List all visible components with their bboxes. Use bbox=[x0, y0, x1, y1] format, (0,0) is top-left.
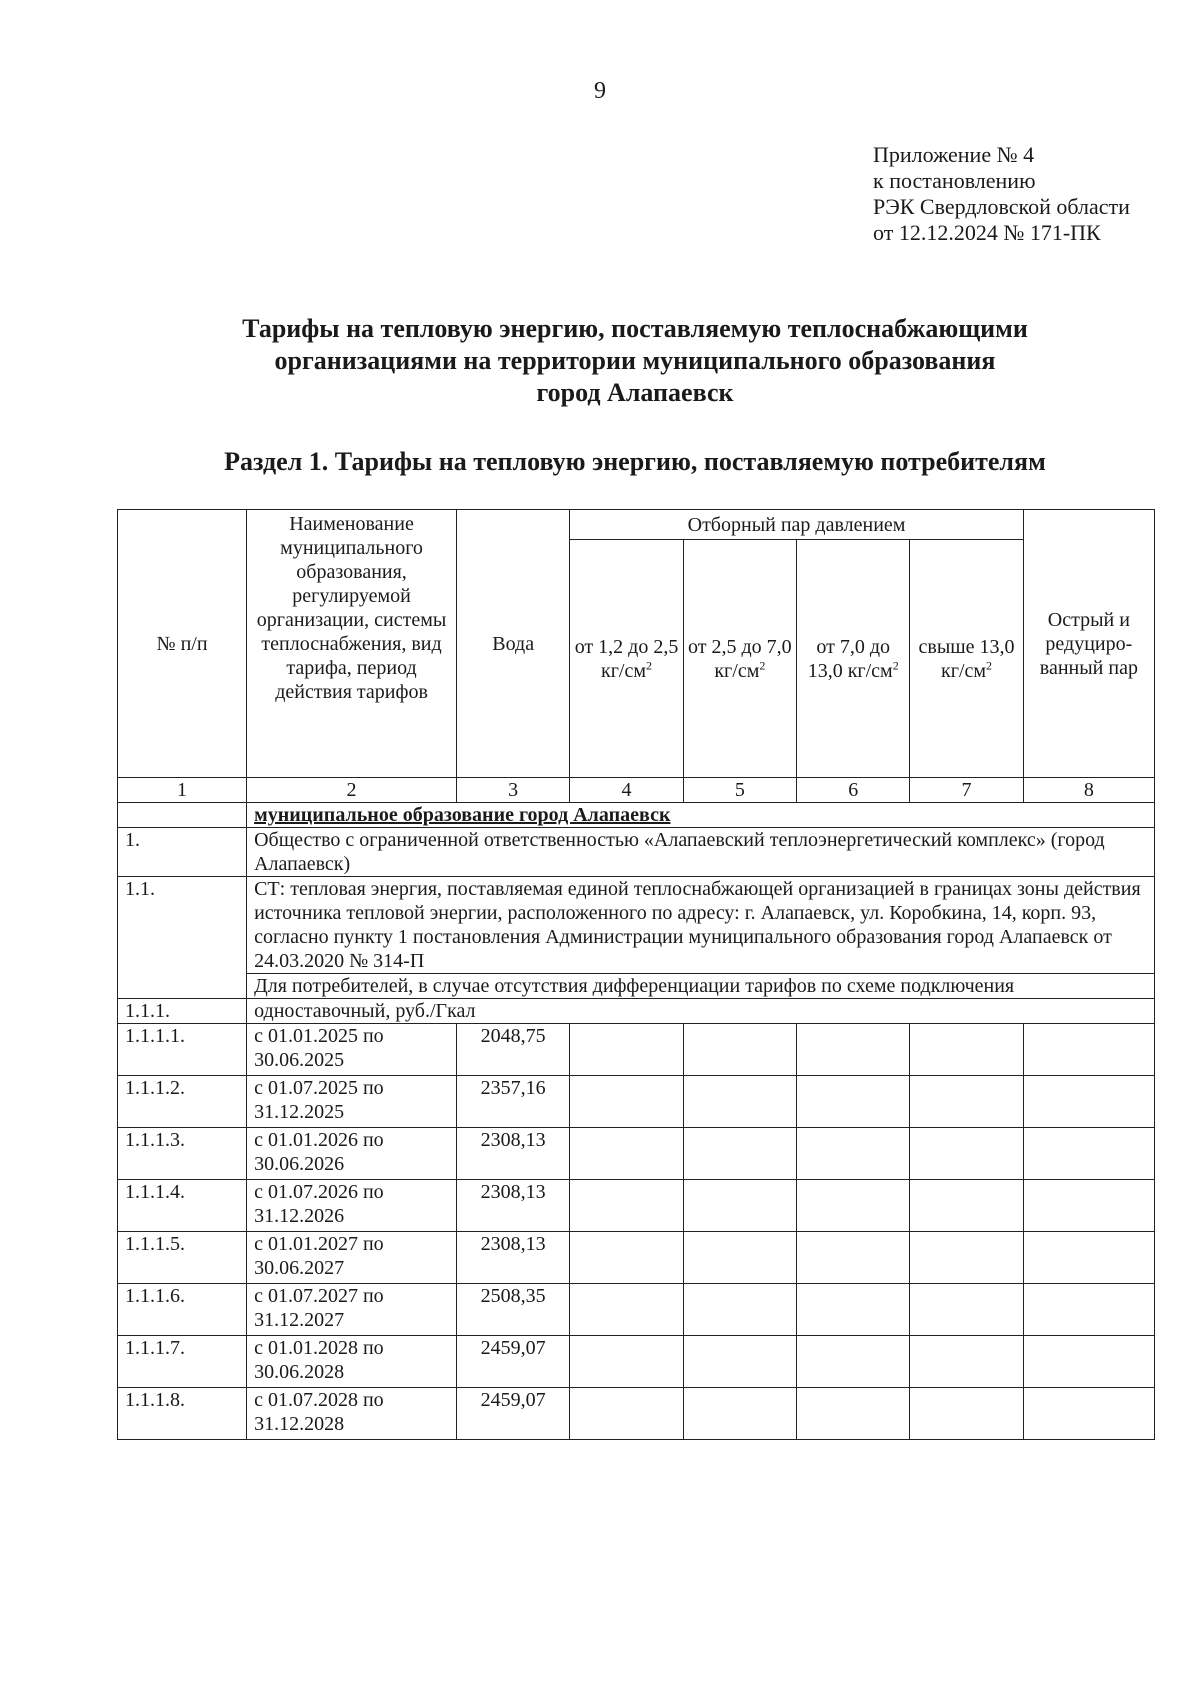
empty-cell bbox=[797, 1180, 910, 1232]
row-number: 1.1.1.3. bbox=[118, 1128, 247, 1180]
empty-cell bbox=[1023, 1388, 1154, 1440]
header-name: Наименование муниципального образования, регулируемой организации, системы теплоснабжения, вид тарифа, период действия тарифов bbox=[247, 510, 457, 778]
empty-cell bbox=[570, 1284, 683, 1336]
empty-cell bbox=[1023, 1076, 1154, 1128]
empty-cell bbox=[570, 1076, 683, 1128]
column-number: 4 bbox=[570, 778, 683, 803]
column-number: 7 bbox=[910, 778, 1023, 803]
period-cell: с 01.07.2027 по 31.12.2027 bbox=[247, 1284, 457, 1336]
header-pressure-4-text: свыше 13,0 кг/см bbox=[918, 635, 1015, 682]
header-pressure-3-text: от 7,0 до 13,0 кг/см bbox=[807, 635, 893, 682]
water-tariff: 2357,16 bbox=[457, 1076, 570, 1128]
period-cell: с 01.01.2028 по 30.06.2028 bbox=[247, 1336, 457, 1388]
header-pressure-2-text: от 2,5 до 7,0 кг/см bbox=[688, 635, 792, 682]
column-number-row bbox=[118, 778, 1155, 803]
empty-cell bbox=[570, 1336, 683, 1388]
empty-cell bbox=[910, 1284, 1023, 1336]
empty-cell bbox=[797, 1076, 910, 1128]
water-tariff: 2308,13 bbox=[457, 1180, 570, 1232]
empty-cell bbox=[1023, 1128, 1154, 1180]
superscript: 2 bbox=[759, 657, 766, 672]
rate-type: одноставочный, руб./Гкал bbox=[247, 999, 1155, 1024]
tariff-row bbox=[118, 1076, 1155, 1128]
title-line: Тарифы на тепловую энергию, поставляемую теплоснабжающими bbox=[242, 314, 1028, 343]
superscript: 2 bbox=[646, 657, 653, 672]
empty-cell bbox=[1023, 1336, 1154, 1388]
empty-cell bbox=[683, 1024, 796, 1076]
empty-cell bbox=[570, 1128, 683, 1180]
period-cell: с 01.07.2026 по 31.12.2026 bbox=[247, 1180, 457, 1232]
title-line: организациями на территории муниципального образования bbox=[274, 346, 996, 375]
empty-cell bbox=[1023, 1284, 1154, 1336]
empty-cell bbox=[910, 1232, 1023, 1284]
section-title: Раздел 1. Тарифы на тепловую энергию, поставляемую потребителям bbox=[224, 447, 1046, 476]
row-number: 1.1.1.6. bbox=[118, 1284, 247, 1336]
empty-cell bbox=[683, 1284, 796, 1336]
empty-cell bbox=[1023, 1024, 1154, 1076]
empty-cell bbox=[683, 1388, 796, 1440]
header-steam-group: Отборный пар давлением bbox=[570, 510, 1023, 540]
tariff-row bbox=[118, 1284, 1155, 1336]
tariff-row bbox=[118, 1024, 1155, 1076]
period-cell: с 01.01.2026 по 30.06.2026 bbox=[247, 1128, 457, 1180]
consumers-row bbox=[118, 974, 1155, 999]
period-cell: с 01.01.2025 по 30.06.2025 bbox=[247, 1024, 457, 1076]
empty-cell bbox=[797, 1284, 910, 1336]
page-number: 9 bbox=[594, 78, 606, 104]
superscript: 2 bbox=[892, 657, 899, 672]
organization-name: Общество с ограниченной ответственностью «Алапаевский теплоэнергетический комплекс» (город Алапаевск) bbox=[247, 828, 1155, 877]
tariff-row bbox=[118, 1232, 1155, 1284]
header-sharp-steam: Острый и редуциро-ванный пар bbox=[1023, 510, 1154, 778]
empty-cell bbox=[797, 1388, 910, 1440]
header-pressure-4 bbox=[910, 540, 1023, 778]
consumers-description: Для потребителей, в случае отсутствия дифференциации тарифов по схеме подключения bbox=[247, 974, 1155, 999]
tariff-row bbox=[118, 1128, 1155, 1180]
period-cell: с 01.07.2025 по 31.12.2025 bbox=[247, 1076, 457, 1128]
tariff-table bbox=[117, 509, 1155, 1440]
superscript: 2 bbox=[986, 657, 993, 672]
empty-cell bbox=[683, 1128, 796, 1180]
period-cell: с 01.01.2027 по 30.06.2027 bbox=[247, 1232, 457, 1284]
header-pressure-1-text: от 1,2 до 2,5 кг/см bbox=[574, 635, 679, 682]
empty-cell bbox=[910, 1388, 1023, 1440]
rate-type-row bbox=[118, 999, 1155, 1024]
tariff-row bbox=[118, 1180, 1155, 1232]
empty-cell bbox=[683, 1180, 796, 1232]
row-number: 1.1.1.5. bbox=[118, 1232, 247, 1284]
empty-cell bbox=[910, 1076, 1023, 1128]
empty-cell bbox=[683, 1232, 796, 1284]
row-number: 1.1.1.2. bbox=[118, 1076, 247, 1128]
header-pressure-3 bbox=[797, 540, 910, 778]
empty-cell bbox=[570, 1388, 683, 1440]
municipality-row bbox=[118, 803, 1155, 828]
row-number: 1. bbox=[118, 828, 247, 877]
row-number: 1.1.1.1. bbox=[118, 1024, 247, 1076]
header-num: № п/п bbox=[118, 510, 247, 778]
water-tariff: 2459,07 bbox=[457, 1388, 570, 1440]
header-water: Вода bbox=[457, 510, 570, 778]
empty-cell bbox=[910, 1128, 1023, 1180]
column-number: 1 bbox=[118, 778, 247, 803]
empty-cell bbox=[683, 1076, 796, 1128]
document-title bbox=[100, 313, 1170, 409]
empty-cell bbox=[570, 1024, 683, 1076]
water-tariff: 2508,35 bbox=[457, 1284, 570, 1336]
empty-cell bbox=[797, 1336, 910, 1388]
appendix-block bbox=[873, 142, 1130, 246]
water-tariff: 2048,75 bbox=[457, 1024, 570, 1076]
empty-cell bbox=[910, 1336, 1023, 1388]
appendix-line: к постановлению bbox=[873, 168, 1036, 193]
tariff-row bbox=[118, 1388, 1155, 1440]
empty-cell bbox=[910, 1180, 1023, 1232]
empty-cell bbox=[683, 1336, 796, 1388]
tariff-row bbox=[118, 1336, 1155, 1388]
period-cell: с 01.07.2028 по 31.12.2028 bbox=[247, 1388, 457, 1440]
column-number: 5 bbox=[683, 778, 796, 803]
header-pressure-1 bbox=[570, 540, 683, 778]
system-row bbox=[118, 877, 1155, 974]
empty-cell bbox=[118, 803, 247, 828]
empty-cell bbox=[570, 1232, 683, 1284]
empty-cell bbox=[797, 1232, 910, 1284]
appendix-line: РЭК Свердловской области bbox=[873, 194, 1130, 219]
water-tariff: 2308,13 bbox=[457, 1128, 570, 1180]
appendix-line: Приложение № 4 bbox=[873, 142, 1035, 167]
column-number: 3 bbox=[457, 778, 570, 803]
row-number: 1.1.1.4. bbox=[118, 1180, 247, 1232]
column-number: 8 bbox=[1023, 778, 1154, 803]
title-line: город Алапаевск bbox=[536, 378, 734, 407]
empty-cell bbox=[1023, 1232, 1154, 1284]
water-tariff: 2459,07 bbox=[457, 1336, 570, 1388]
row-number: 1.1. bbox=[118, 877, 247, 999]
appendix-line: от 12.12.2024 № 171-ПК bbox=[873, 220, 1101, 245]
organization-row bbox=[118, 828, 1155, 877]
header-pressure-2 bbox=[683, 540, 796, 778]
row-number: 1.1.1. bbox=[118, 999, 247, 1024]
column-number: 2 bbox=[247, 778, 457, 803]
empty-cell bbox=[797, 1024, 910, 1076]
row-number: 1.1.1.8. bbox=[118, 1388, 247, 1440]
empty-cell bbox=[1023, 1180, 1154, 1232]
column-number: 6 bbox=[797, 778, 910, 803]
empty-cell bbox=[570, 1180, 683, 1232]
empty-cell bbox=[910, 1024, 1023, 1076]
system-description: СТ: тепловая энергия, поставляемая единой теплоснабжающей организацией в границах зоны действия источника тепловой энергии, расположенного по адресу: г. Алапаевск, ул. Коробкина, 14, корп. 93, согласно пункту 1 постановления Администрации муниципального образования город Алапаевск от 24.03.2020 № 314-П bbox=[247, 877, 1155, 974]
water-tariff: 2308,13 bbox=[457, 1232, 570, 1284]
municipality-name: муниципальное образование город Алапаевск bbox=[247, 803, 1155, 828]
row-number: 1.1.1.7. bbox=[118, 1336, 247, 1388]
empty-cell bbox=[797, 1128, 910, 1180]
